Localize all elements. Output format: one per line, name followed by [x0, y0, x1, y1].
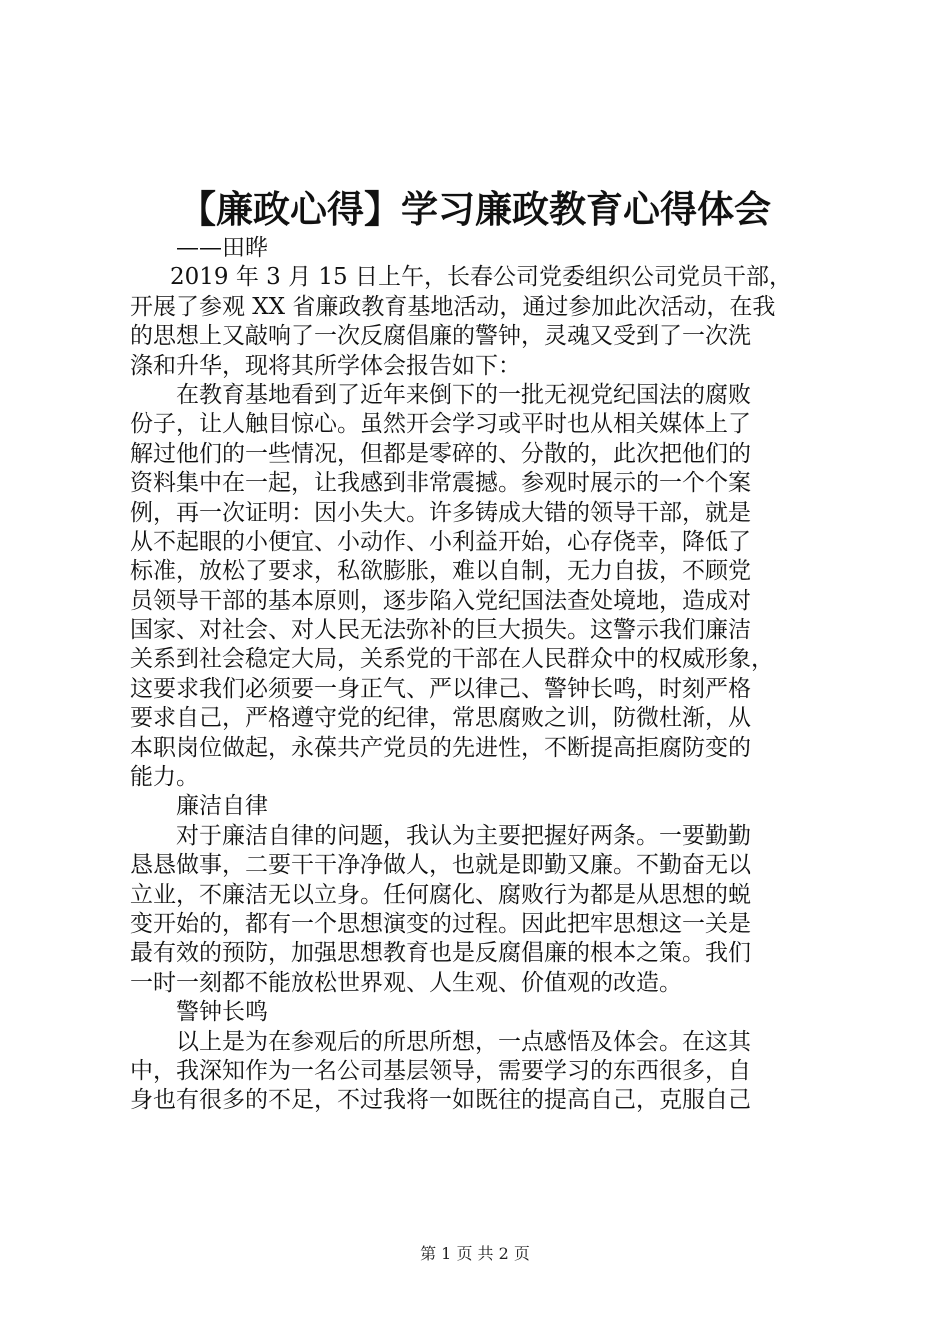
text-line: 的思想上又敲响了一次反腐倡廉的警钟，灵魂又受到了一次洗 — [130, 323, 751, 350]
text-line: 关系到社会稳定大局，关系党的干部在人民群众中的权威形象， — [130, 646, 774, 673]
text-line: 员领导干部的基本原则，逐步陷入党纪国法查处境地，造成对 — [130, 587, 751, 614]
text-line: 例，再一次证明：因小失大。许多铸成大错的领导干部，就是 — [130, 499, 751, 526]
text-line: 最有效的预防，加强思想教育也是反腐倡廉的根本之策。我们 — [130, 940, 751, 967]
text-line: 标准，放松了要求，私欲膨胀，难以自制，无力自拔，不顾党 — [130, 558, 751, 585]
text-line: 资料集中在一起，让我感到非常震撼。参观时展示的一个个案 — [130, 470, 751, 497]
text-line: 涤和升华，现将其所学体会报告如下： — [130, 352, 521, 379]
section-heading-alarm: 警钟长鸣 — [176, 999, 268, 1026]
text-line: 对于廉洁自律的问题，我认为主要把握好两条。一要勤勤 — [176, 822, 751, 849]
document-title: 【廉政心得】学习廉政教育心得体会 — [179, 187, 771, 231]
text-line: 从不起眼的小便宜、小动作、小利益开始，心存侥幸，降低了 — [130, 528, 751, 555]
text-line: 能力。 — [130, 764, 199, 791]
text-line: 恳恳做事，二要干干净净做人，也就是即勤又廉。不勤奋无以 — [130, 852, 751, 879]
text-line: 解过他们的一些情况，但都是零碎的、分散的，此次把他们的 — [130, 440, 751, 467]
paragraph-conclusion — [130, 1028, 830, 1116]
document-body — [130, 234, 830, 1116]
author-line: ——田晔 — [176, 235, 268, 261]
text-line: 变开始的，都有一个思想演变的过程。因此把牢思想这一关是 — [130, 910, 751, 937]
text-line: 一时一刻都不能放松世界观、人生观、价值观的改造。 — [130, 969, 682, 996]
text-line: 国家、对社会、对人民无法弥补的巨大损失。这警示我们廉洁 — [130, 617, 751, 644]
section-heading-integrity: 廉洁自律 — [176, 793, 268, 820]
text-line: 这要求我们必须要一身正气、严以律己、警钟长鸣，时刻严格 — [130, 675, 751, 702]
text-line: 以上是为在参观后的所思所想，一点感悟及体会。在这其 — [176, 1028, 751, 1055]
text-line: 份子，让人触目惊心。虽然开会学习或平时也从相关媒体上了 — [130, 411, 751, 438]
text-line: 中，我深知作为一名公司基层领导，需要学习的东西很多，自 — [130, 1057, 751, 1084]
page-footer: 第 1 页 共 2 页 — [420, 1244, 530, 1263]
text-line: 本职岗位做起，永葆共产党员的先进性，不断提高拒腐防变的 — [130, 734, 751, 761]
text-line: 要求自己，严格遵守党的纪律，常思腐败之训，防微杜渐，从 — [130, 705, 751, 732]
paragraph-visit — [130, 381, 830, 792]
text-line: 开展了参观 XX 省廉政教育基地活动，通过参加此次活动，在我 — [130, 293, 776, 320]
paragraph-integrity — [130, 822, 830, 998]
text-line: 2019 年 3 月 15 日上午，长春公司党委组织公司党员干部， — [170, 264, 792, 291]
paragraph-intro — [130, 263, 830, 381]
text-line: 在教育基地看到了近年来倒下的一批无视党纪国法的腐败 — [176, 381, 751, 408]
text-line: 立业，不廉洁无以立身。任何腐化、腐败行为都是从思想的蜕 — [130, 881, 751, 908]
text-line: 身也有很多的不足，不过我将一如既往的提高自己，克服自己 — [130, 1087, 751, 1114]
